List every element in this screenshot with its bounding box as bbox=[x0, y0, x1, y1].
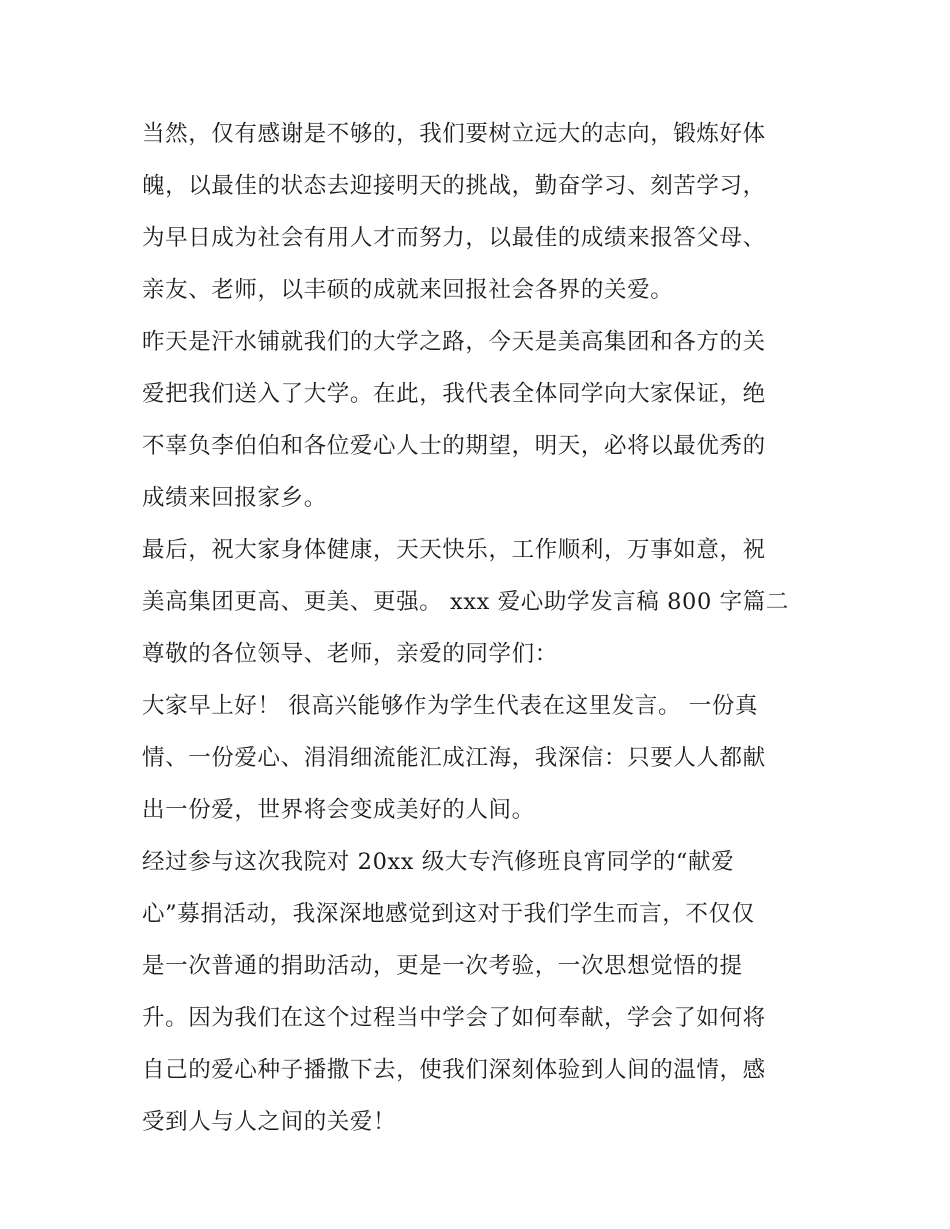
text-line: 魄，以最佳的状态去迎接明天的挑战，勤奋学习、刻苦学习， bbox=[142, 173, 766, 199]
text-line: 情、一份爱心、涓涓细流能汇成江海，我深信：只要人人都献 bbox=[142, 745, 766, 771]
text-line: 美高集团更高、更美、更强。 xxx 爱心助学发言稿 800 字篇二 bbox=[142, 589, 789, 615]
text-line: 出一份爱，世界将会变成美好的人间。 bbox=[142, 797, 535, 823]
text-line: 昨天是汗水铺就我们的大学之路，今天是美高集团和各方的关 bbox=[142, 329, 766, 355]
text-line: 心”募捐活动，我深深地感觉到这对于我们学生而言，不仅仅 bbox=[142, 901, 755, 927]
text-line: 经过参与这次我院对 20xx 级大专汽修班良宵同学的“献爱 bbox=[142, 849, 735, 875]
text-line: 大家早上好！ 很高兴能够作为学生代表在这里发言。 一份真 bbox=[142, 693, 759, 719]
text-line: 爱把我们送入了大学。在此，我代表全体同学向大家保证，绝 bbox=[142, 381, 766, 407]
text-line: 成绩来回报家乡。 bbox=[142, 485, 327, 511]
text-line: 自己的爱心种子播撒下去，使我们深刻体验到人间的温情，感 bbox=[142, 1057, 766, 1083]
text-line: 为早日成为社会有用人才而努力，以最佳的成绩来报答父母、 bbox=[142, 225, 766, 251]
text-line: 不辜负李伯伯和各位爱心人士的期望，明天，必将以最优秀的 bbox=[142, 433, 766, 459]
text-line: 升。因为我们在这个过程当中学会了如何奉献，学会了如何将 bbox=[142, 1005, 766, 1031]
text-line: 当然，仅有感谢是不够的，我们要树立远大的志向，锻炼好体 bbox=[142, 121, 766, 147]
text-line: 亲友、老师，以丰硕的成就来回报社会各界的关爱。 bbox=[142, 277, 674, 303]
text-line: 最后，祝大家身体健康，天天快乐，工作顺利，万事如意，祝 bbox=[142, 537, 766, 563]
text-line: 尊敬的各位领导、老师，亲爱的同学们： bbox=[142, 641, 558, 667]
text-line: 是一次普通的捐助活动，更是一次考验，一次思想觉悟的提 bbox=[142, 953, 743, 979]
document-body bbox=[142, 108, 822, 1148]
text-line: 受到人与人之间的关爱！ bbox=[142, 1109, 397, 1135]
